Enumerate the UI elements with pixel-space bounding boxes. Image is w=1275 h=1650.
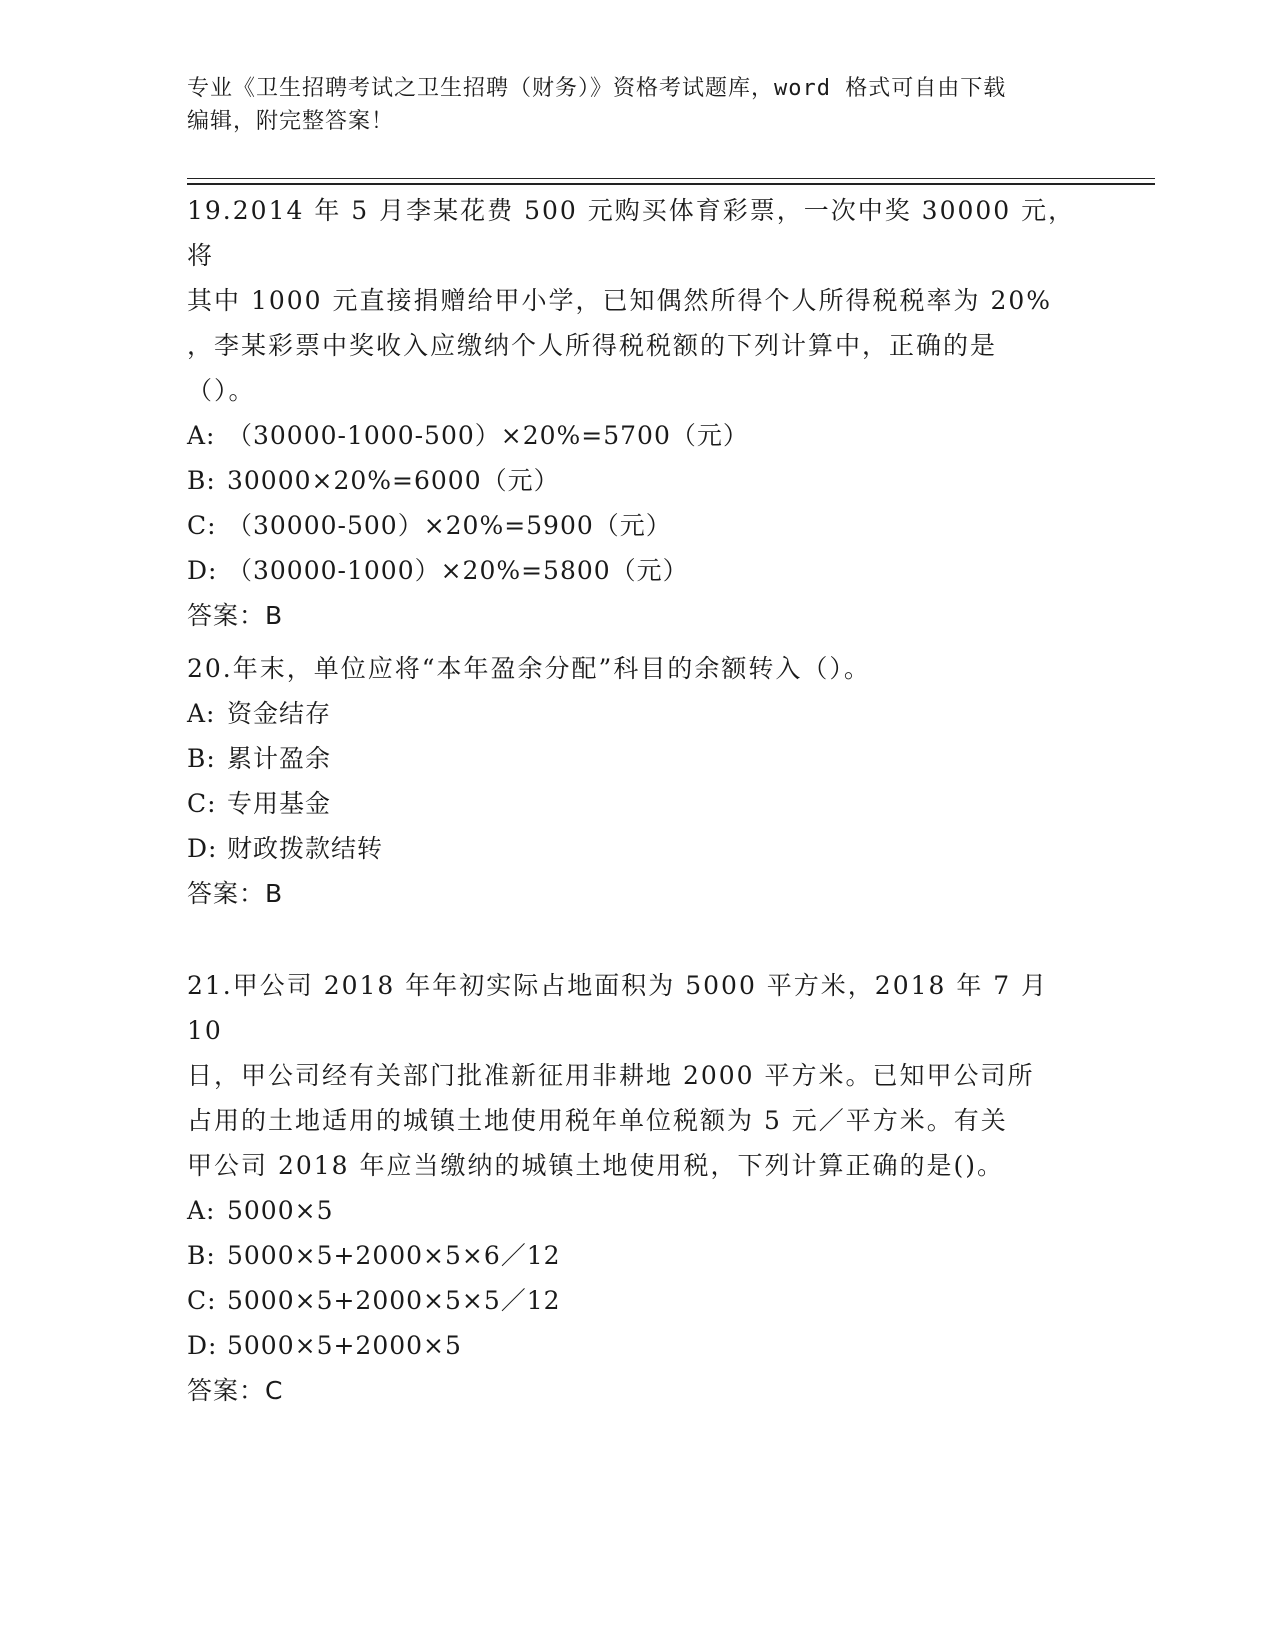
document-header bbox=[187, 72, 1087, 138]
option-letter: D: bbox=[187, 556, 218, 585]
option-text: 30000×20%=6000（元） bbox=[227, 466, 560, 495]
option-letter: A: bbox=[187, 699, 216, 728]
option-letter: C: bbox=[187, 789, 217, 818]
option-letter: A: bbox=[187, 1196, 216, 1225]
question-21 bbox=[187, 963, 1087, 1413]
question-19 bbox=[187, 188, 1087, 638]
header-line-1: 专业《卫生招聘考试之卫生招聘（财务）》资格考试题库，word 格式可自由下载 bbox=[187, 76, 1007, 101]
question-stem-line: 占用的土地适用的城镇土地使用税年单位税额为 5 元／平方米。有关 bbox=[187, 1106, 1008, 1135]
question-stem-line: 甲公司 2018 年应当缴纳的城镇土地使用税，下列计算正确的是()。 bbox=[187, 1151, 1005, 1180]
option-c bbox=[187, 781, 1087, 826]
option-letter: D: bbox=[187, 1331, 218, 1360]
option-b bbox=[187, 1233, 1087, 1278]
option-a bbox=[187, 413, 1087, 458]
header-divider-thin bbox=[187, 178, 1155, 179]
option-text: 财政拨款结转 bbox=[227, 834, 384, 863]
question-stem-line: （）。 bbox=[187, 376, 256, 405]
option-text: 5000×5+2000×5 bbox=[227, 1331, 462, 1360]
question-stem-line: 20.年末，单位应将“本年盈余分配”科目的余额转入（）。 bbox=[187, 654, 871, 683]
option-letter: B: bbox=[187, 466, 216, 495]
answer-line: 答案：C bbox=[187, 1376, 284, 1405]
option-a bbox=[187, 691, 1087, 736]
question-stem-line: 其中 1000 元直接捐赠给甲小学，已知偶然所得个人所得税税率为 20% bbox=[187, 286, 1053, 315]
answer-line: 答案：B bbox=[187, 879, 284, 908]
option-text: 累计盈余 bbox=[227, 744, 332, 773]
option-text: 5000×5+2000×5×6／12 bbox=[227, 1241, 561, 1270]
question-stem-line: ，李某彩票中奖收入应缴纳个人所得税税额的下列计算中，正确的是 bbox=[187, 331, 998, 360]
question-stem-line: 21.甲公司 2018 年年初实际占地面积为 5000 平方米，2018 年 7 月 10 bbox=[187, 971, 1049, 1045]
option-a bbox=[187, 1188, 1087, 1233]
option-letter: A: bbox=[187, 421, 216, 450]
option-c bbox=[187, 1278, 1087, 1323]
question-stem-line: 19.2014 年 5 月李某花费 500 元购买体育彩票，一次中奖 30000 元，将 bbox=[187, 196, 1076, 270]
option-text: （30000-1000-500）×20%=5700（元） bbox=[227, 421, 749, 450]
option-letter: B: bbox=[187, 744, 216, 773]
option-text: （30000-500）×20%=5900（元） bbox=[227, 511, 672, 540]
option-d bbox=[187, 548, 1087, 593]
question-stem-line: 日，甲公司经有关部门批准新征用非耕地 2000 平方米。已知甲公司所 bbox=[187, 1061, 1035, 1090]
option-c bbox=[187, 503, 1087, 548]
question-20 bbox=[187, 646, 1087, 916]
option-d bbox=[187, 826, 1087, 871]
answer-line: 答案：B bbox=[187, 601, 284, 630]
option-d bbox=[187, 1323, 1087, 1368]
header-line-2: 编辑，附完整答案！ bbox=[187, 109, 395, 134]
option-letter: C: bbox=[187, 1286, 217, 1315]
option-text: 资金结存 bbox=[227, 699, 332, 728]
option-text: 5000×5 bbox=[227, 1196, 334, 1225]
option-b bbox=[187, 458, 1087, 503]
option-letter: B: bbox=[187, 1241, 216, 1270]
option-letter: D: bbox=[187, 834, 218, 863]
option-text: 专用基金 bbox=[227, 789, 332, 818]
option-text: 5000×5+2000×5×5／12 bbox=[227, 1286, 561, 1315]
header-divider-thick bbox=[187, 183, 1155, 185]
option-b bbox=[187, 736, 1087, 781]
option-letter: C: bbox=[187, 511, 217, 540]
option-text: （30000-1000）×20%=5800（元） bbox=[227, 556, 689, 585]
